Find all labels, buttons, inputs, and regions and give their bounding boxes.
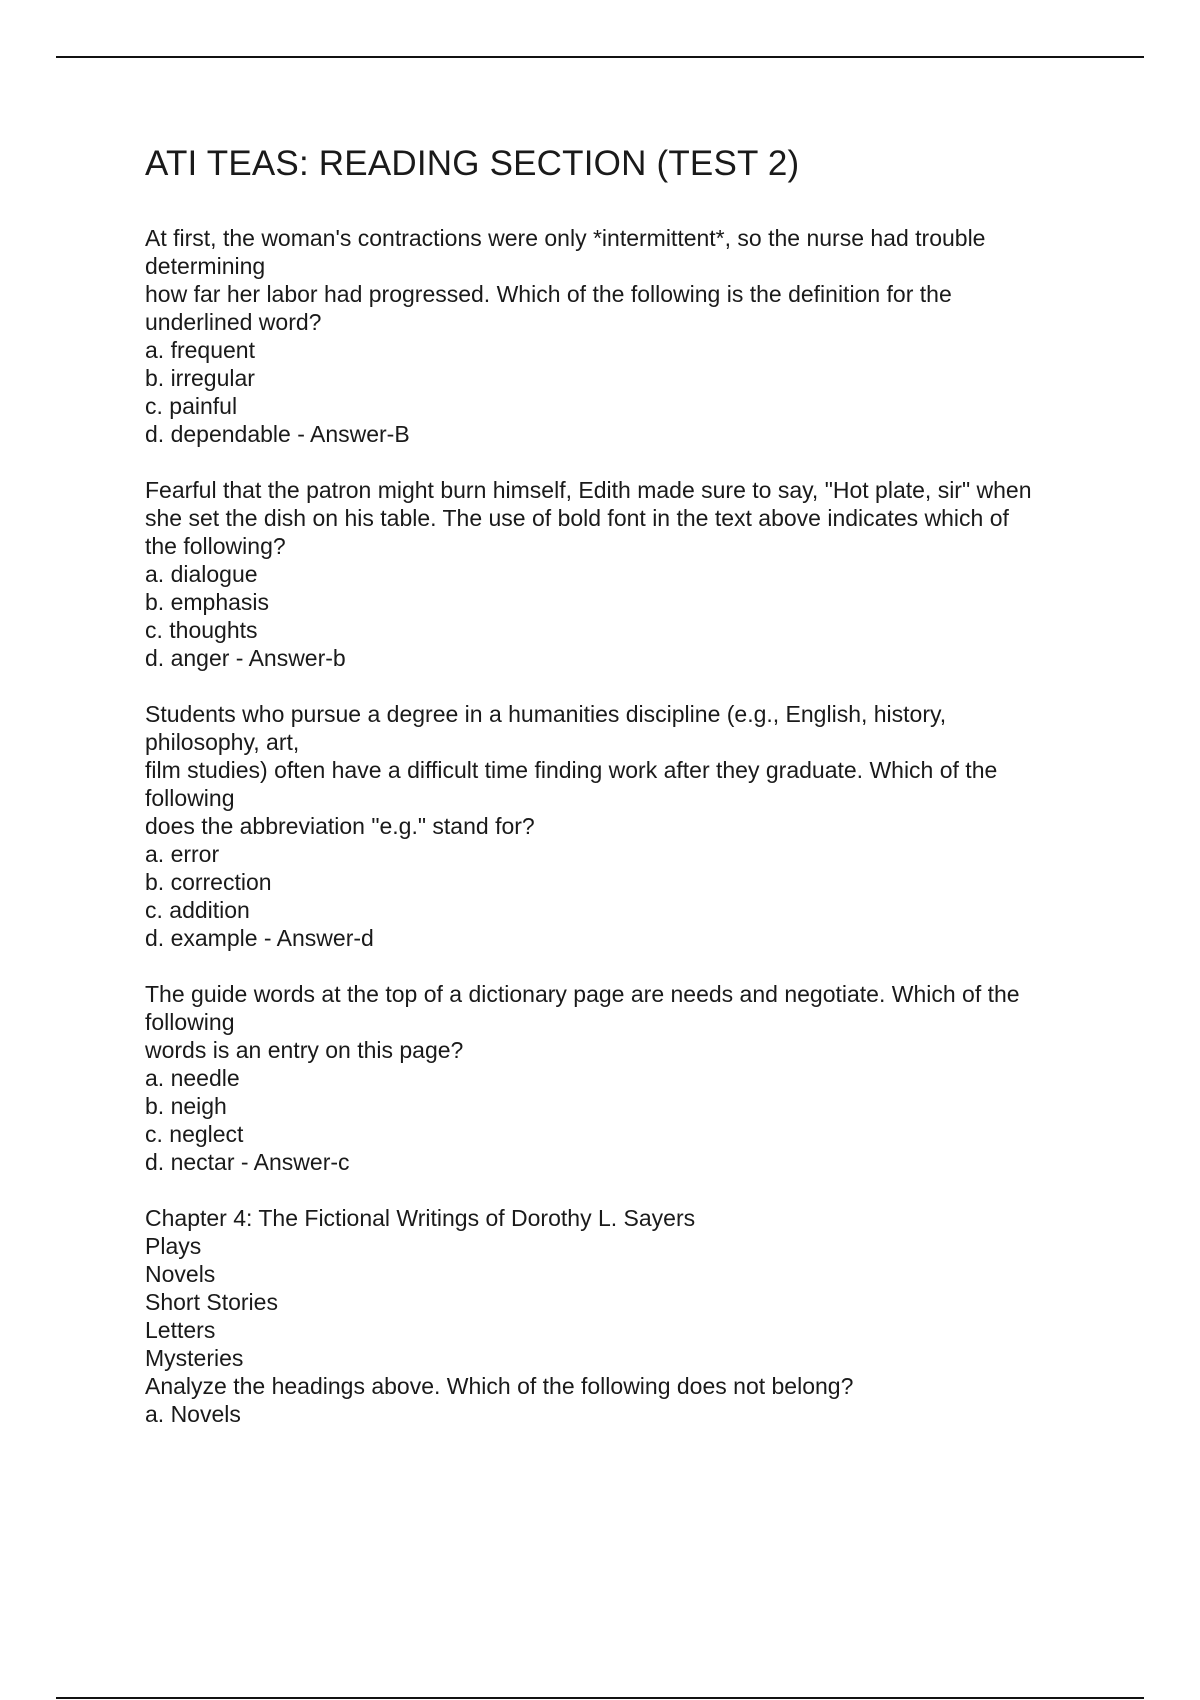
answer-option: c. addition <box>145 897 250 923</box>
answer-option: a. frequent <box>145 337 255 363</box>
answer-option: c. thoughts <box>145 617 258 643</box>
question-line: she set the dish on his table. The use of bold font in the text above indicates which of <box>145 505 1009 531</box>
answer-option: b. irregular <box>145 365 255 391</box>
question-line: underlined word? <box>145 309 322 335</box>
heading-item: Short Stories <box>145 1289 278 1315</box>
heading-item: Mysteries <box>145 1345 244 1371</box>
answer-option: b. emphasis <box>145 589 270 615</box>
answer-option: d. anger - Answer-b <box>145 645 346 671</box>
page-content <box>145 140 1105 1456</box>
question-line: does the abbreviation "e.g." stand for? <box>145 813 535 839</box>
question-line: determining <box>145 253 266 279</box>
question-line: words is an entry on this page? <box>145 1037 464 1063</box>
answer-option: d. example - Answer-d <box>145 925 374 951</box>
page-title: ATI TEAS: READING SECTION (TEST 2) <box>145 144 800 183</box>
answer-option: a. Novels <box>145 1401 241 1427</box>
answer-option: d. dependable - Answer-B <box>145 421 410 447</box>
heading-item: Novels <box>145 1261 216 1287</box>
question-line: Analyze the headings above. Which of the following does not belong? <box>145 1373 854 1399</box>
bottom-rule <box>56 1697 1144 1699</box>
heading-item: Letters <box>145 1317 216 1343</box>
answer-option: a. needle <box>145 1065 240 1091</box>
top-rule <box>56 56 1144 58</box>
answer-option: d. nectar - Answer-c <box>145 1149 350 1175</box>
question-line: philosophy, art, <box>145 729 300 755</box>
answer-option: c. neglect <box>145 1121 244 1147</box>
answer-option: a. error <box>145 841 220 867</box>
question-line: Fearful that the patron might burn himself, Edith made sure to say, "Hot plate, sir" when <box>145 477 1032 503</box>
answer-option: b. correction <box>145 869 272 895</box>
question-line: the following? <box>145 533 286 559</box>
heading-item: Plays <box>145 1233 202 1259</box>
answer-option: a. dialogue <box>145 561 258 587</box>
answer-option: b. neigh <box>145 1093 227 1119</box>
question-line: how far her labor had progressed. Which of the following is the definition for the <box>145 281 952 307</box>
question-line: Students who pursue a degree in a humanities discipline (e.g., English, history, <box>145 701 947 727</box>
question-line: At first, the woman's contractions were only *intermittent*, so the nurse had trouble <box>145 225 986 251</box>
question-block <box>145 700 1105 952</box>
question-line: Chapter 4: The Fictional Writings of Dorothy L. Sayers <box>145 1205 696 1231</box>
question-line: following <box>145 1009 235 1035</box>
question-block <box>145 980 1105 1176</box>
question-block <box>145 224 1105 448</box>
question-block <box>145 1204 1105 1428</box>
answer-option: c. painful <box>145 393 238 419</box>
question-line: following <box>145 785 235 811</box>
question-line: The guide words at the top of a dictionary page are needs and negotiate. Which of the <box>145 981 1020 1007</box>
question-block <box>145 476 1105 672</box>
question-line: film studies) often have a difficult time finding work after they graduate. Which of the <box>145 757 998 783</box>
